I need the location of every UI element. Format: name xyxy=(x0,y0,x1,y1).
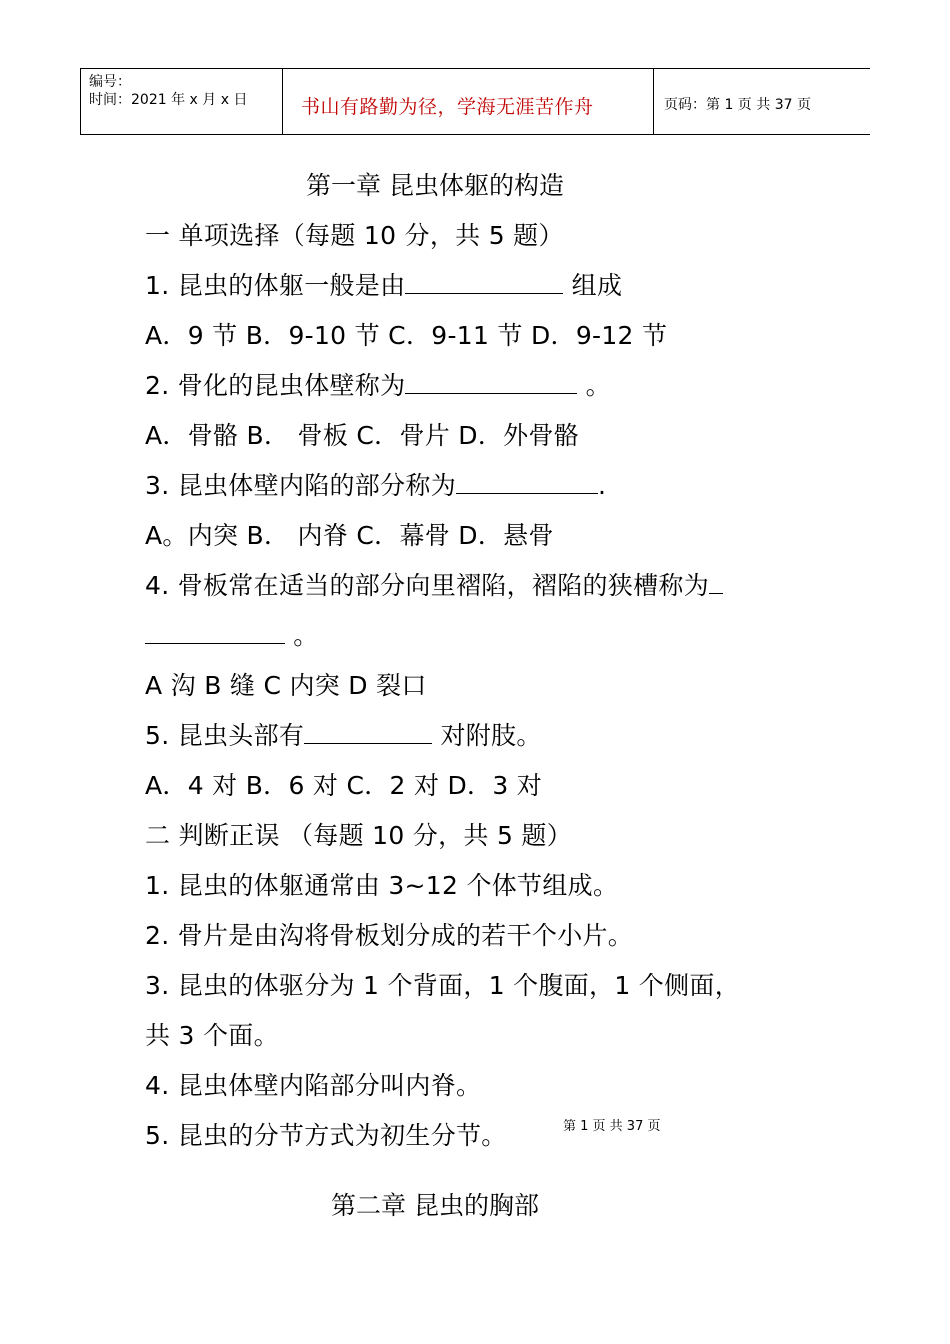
question-3-after: . xyxy=(598,471,607,500)
chapter-2-title: 第二章 昆虫的胸部 xyxy=(331,1191,539,1220)
question-3-options: A。内突 B． 内脊 C．幕骨 D．悬骨 xyxy=(145,521,554,550)
answer-blank xyxy=(709,569,723,594)
judgement-item: 4. 昆虫体壁内陷部分叫内脊。 xyxy=(145,1071,482,1100)
question-1 xyxy=(145,266,622,302)
header-motto-cell xyxy=(282,69,654,134)
answer-blank xyxy=(145,619,285,644)
question-2-after: 。 xyxy=(577,371,611,400)
question-4-after: 。 xyxy=(285,621,319,650)
question-3-text: 3. 昆虫体壁内陷的部分称为 xyxy=(145,471,457,500)
question-2-options: A．骨骼 B． 骨板 C．骨片 D．外骨骼 xyxy=(145,421,580,450)
judgement-item: 1. 昆虫的体躯通常由 3~12 个体节组成。 xyxy=(145,871,619,900)
question-5 xyxy=(145,716,542,752)
question-1-after: 组成 xyxy=(563,271,623,300)
question-5-text: 5. 昆虫头部有 xyxy=(145,721,305,750)
question-1-options: A．9 节 B．9-10 节 C．9-11 节 D．9-12 节 xyxy=(145,321,668,350)
header-meta-cell xyxy=(80,69,282,134)
question-4 xyxy=(145,566,723,602)
number-label: 编号： xyxy=(89,74,131,90)
judgement-item-continued: 共 3 个面。 xyxy=(145,1021,279,1050)
judgement-item: 3. 昆虫的体驱分为 1 个背面，1 个腹面，1 个侧面， xyxy=(145,971,741,1000)
question-2-text: 2. 骨化的昆虫体壁称为 xyxy=(145,371,406,400)
question-3 xyxy=(145,466,606,502)
document-header xyxy=(80,68,870,135)
chapter-1-title: 第一章 昆虫体躯的构造 xyxy=(306,171,564,200)
page-info: 页码：第 1 页 共 37 页 xyxy=(664,97,811,113)
question-2 xyxy=(145,366,611,402)
question-4-continued xyxy=(145,616,319,652)
judgement-item: 2. 骨片是由沟将骨板划分成的若干个小片。 xyxy=(145,921,634,950)
motto-text: 书山有路勤为径，学海无涯苦作舟 xyxy=(301,96,594,118)
page-footer: 第 1 页 共 37 页 xyxy=(563,1119,661,1134)
question-4-text: 4. 骨板常在适当的部分向里褶陷，褶陷的狭槽称为 xyxy=(145,571,710,600)
answer-blank xyxy=(405,269,563,294)
answer-blank xyxy=(405,369,577,394)
time-label: 时间：2021 年 x 月 x 日 xyxy=(89,92,248,108)
question-4-options: A 沟 B 缝 C 内突 D 裂口 xyxy=(145,671,427,700)
header-page-cell xyxy=(654,69,870,134)
judgement-item: 5. 昆虫的分节方式为初生分节。 xyxy=(145,1121,507,1150)
answer-blank xyxy=(304,719,432,744)
question-5-after: 对附肢。 xyxy=(432,721,542,750)
section-2-heading: 二 判断正误 （每题 10 分，共 5 题） xyxy=(145,821,572,850)
section-1-heading: 一 单项选择（每题 10 分，共 5 题） xyxy=(145,221,564,250)
answer-blank xyxy=(456,469,598,494)
question-1-text: 1. 昆虫的体躯一般是由 xyxy=(145,271,406,300)
question-5-options: A．4 对 B．6 对 C．2 对 D．3 对 xyxy=(145,771,543,800)
